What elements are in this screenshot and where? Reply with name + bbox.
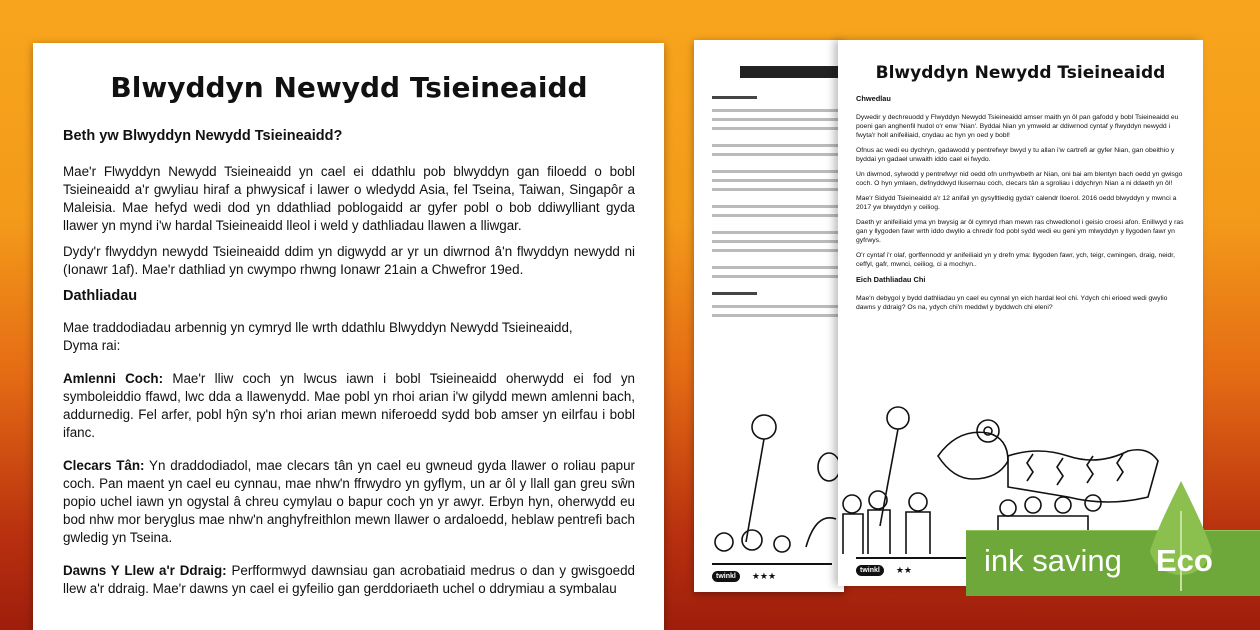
section-heading: Beth yw Blwyddyn Newydd Tsieineaidd? (63, 128, 343, 144)
section-heading: Chwedlau (856, 94, 891, 103)
description: Perfformwyd dawnsiau gan acrobatiaid medrus o dan y gwisgoedd llew a'r ddraig. Mae'r dawns yn cael ei gyfeilio gan gerddoriaeth uchel o ddrymiau a symbalau (63, 563, 635, 596)
ink-saving-eco-badge (966, 530, 1260, 596)
paragraph: O'r cyntaf i'r olaf, gorffennodd yr anifeiliaid yn y drefn yma: llygoden fawr, ych, teigr, cwningen, draig, neidr, ceffyl, gafr, mwnci, ceiliog, ci a mochyn.. (856, 252, 1176, 268)
term: Dawns Y Llew a'r Ddraig: (63, 563, 227, 578)
term: Amlenni Coch: (63, 371, 164, 386)
section-heading: Eich Dathliadau Chi (856, 275, 926, 284)
paragraph: Mae'r Sidydd Tsieineaidd a'r 12 anifail yn gysylltiedig gyda'r calendr lloerol. 2016 oedd blwyddyn y mwnci a 2017 yw blwyddyn y ceiliog. (856, 195, 1177, 211)
paragraph: Mae traddodiadau arbennig yn cymryd lle wrth ddathlu Blwyddyn Newydd Tsieineaidd, Dyma rai: (63, 320, 573, 353)
paragraph: Un diwrnod, sylwodd y pentrefwyr nid oedd ofn unrhywbeth ar Nian, oni bai am blentyn bach oedd yn gwisgo coch. O hyn ymlaen, defnyddwyd llusernau coch, clecars tân a sgroliau i ddychryn Nian a ni ddaeth yn ôl! (856, 171, 1183, 187)
page-title: Blwyddyn Newydd Tsieineaidd (875, 63, 1166, 83)
paragraph: Mae'n debygol y bydd dathliadau yn cael eu cynnal yn eich hardal leol chi. Ydych chi erioed wedi gwylio dawns y ddraig? Os na, ydych chi'n meddwl y byddwch chi eleni? (856, 295, 1168, 311)
tradition-item (63, 562, 635, 598)
paragraph: Ofnus ac wedi eu dychryn, gadawodd y pentrefwyr bwyd y tu allan i'w cartrefi ar gyfer Nian, gan obeithio y byddai yn gadael unwaith iddo cael ei fwydo. (856, 147, 1175, 163)
text-preview-lines (712, 40, 842, 323)
description: Yn draddodiadol, mae clecars tân yn cael eu gwneud gyda llawer o roliau papur coch. Pan maent yn cael eu cynnau, mae nhw'n ffrwydro yn gyflym, un ar ôl y llall gan greu sŵn popio uchel iawn yn ogystal â chreu cymylau o bapur coch yn yr awyr. Erbyn hyn, oherwydd eu bod nhw mor beryglus mae nhw'n anghyfreithlon mewn llawer o ardaloedd, heblaw pentrefi bach gwledig yn Tseina. (63, 458, 635, 545)
section-heading: Dathliadau (63, 288, 138, 304)
paragraph: Daeth yr anifeiliaid yma yn bwysig ar ôl cymryd rhan mewn ras chwedlonol i geisio croesi afon. Enillwyd y ras gan y llygoden fawr wrth iddo dwyllo a chredir fod pobl sydd wedi eu geni ym mlwyddyn y llygoden fawr yn gyfrwys. (856, 219, 1184, 244)
eco-label: Eco (1156, 543, 1213, 578)
twinkl-logo: twinkl (712, 571, 740, 582)
paragraph: Dydy'r flwyddyn newydd Tsieineaidd ddim yn digwydd ar yr un diwrnod â'n flwyddyn newydd ni (Ionawr 1af). Mae'r dathliad yn cwympo rhwng Ionawr 21ain a Chwefror 19ed. (63, 244, 635, 277)
ink-saving-label: ink saving (984, 543, 1122, 578)
description: Mae'r lliw coch yn lwcus iawn i bobl Tsieineaidd oherwydd ei fod yn symboleiddio ffawd, lwc dda a llawenydd. Mae pobl yn rhoi arian i'w gilydd mewn amlenni bach, addurnedig. Fel arfer, pobl hŷn sy'n rhoi arian mewn niferoedd sydd bob amser yn eilrfau i bobl ifanc. (63, 371, 636, 440)
footer (856, 565, 912, 576)
paragraph: Dywedir y dechreuodd y Flwyddyn Newydd Tsieineaidd amser maith yn ôl pan gafodd y bobl Tsieineaidd eu poeni gan anghenfil hudol o'r enw 'Nian'. Byddai Nian yn ymweld ar ddiwrnod cyntaf y flwyddyn newydd i fwyta'r holl anifeiliaid, cnydau ac hyn yn oed y bobl! (856, 114, 1179, 139)
term: Clecars Tân: (63, 458, 145, 473)
footer (712, 571, 776, 582)
dragon-dance-illustration (694, 412, 844, 562)
tradition-item (63, 457, 635, 547)
page-title: Blwyddyn Newydd Tsieineaidd (110, 71, 588, 104)
difficulty-stars: ★★★ (751, 571, 777, 581)
paragraph: Mae'r Flwyddyn Newydd Tsieineaidd yn cael ei ddathlu pob blwyddyn gan filoedd o bobl Tsieineaidd a'r gwyliau hiraf a phwysicaf i lawer o wledydd Asia, fel Tseina, Taiwan, Singapôr a Maleisia. Mae hefyd wedi dod yn ddathliad poblogaidd ar gyfer pobl o bob ddiwylliant gyda llawer yn mynd i'w hardal Tsieineaidd lleol i weld y dathliadau llawen a lliwgar. (63, 164, 635, 233)
main-worksheet-page (33, 43, 664, 630)
tradition-item (63, 370, 635, 442)
back-worksheet-page (694, 40, 844, 592)
difficulty-stars: ★★ (895, 565, 912, 575)
twinkl-logo: twinkl (856, 565, 884, 576)
